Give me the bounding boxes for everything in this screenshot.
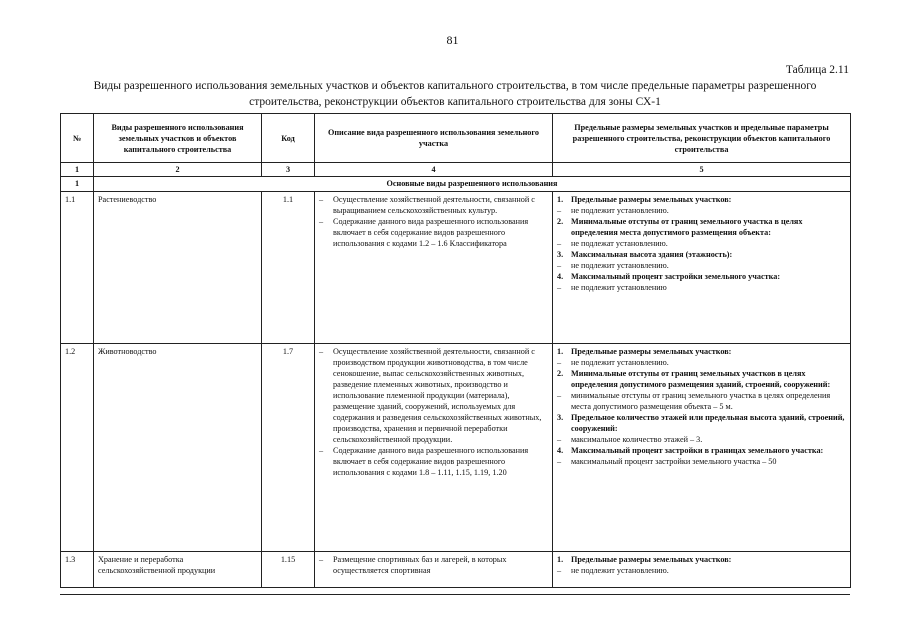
parameter-title: Предельное количество этажей или предельная высота зданий, строений, сооружений:	[571, 413, 845, 433]
parameter-value: – максимальный процент застройки земельного участка – 50	[557, 456, 846, 467]
parameter-heading	[557, 346, 846, 357]
row-description	[315, 192, 553, 344]
parameter-number: 1.	[557, 347, 564, 356]
parameter-heading	[557, 368, 846, 390]
parameter-heading	[557, 194, 846, 205]
row-description	[315, 344, 553, 552]
col-number: 3	[262, 163, 315, 177]
description-list	[319, 554, 548, 576]
parameter-title: Предельные размеры земельных участков:	[571, 555, 732, 564]
row-code: 1.7	[262, 344, 315, 552]
description-item: – Содержание данного вида разрешенного использования включает в себя содержание видов разрешенного использования с кодами 1.8 – 1.11, 1.15, 1.19, 1.20	[319, 445, 548, 478]
section-number: 1	[61, 177, 94, 192]
row-parameters	[553, 552, 851, 588]
row-description	[315, 552, 553, 588]
parameter-number: 4.	[557, 446, 564, 455]
parameter-title: Предельные размеры земельных участков:	[571, 347, 732, 356]
header-kinds: Виды разрешенного использования земельных участков и объектов капитального строительства	[94, 114, 262, 163]
row-kind-name: Растениеводство	[94, 192, 262, 344]
parameter-title: Максимальный процент застройки в границах земельного участка:	[571, 446, 824, 455]
row-code: 1.1	[262, 192, 315, 344]
parameter-heading	[557, 445, 846, 456]
description-list	[319, 346, 548, 478]
parameter-value: – не подлежит установлению.	[557, 565, 846, 576]
table-title: Виды разрешенного использования земельных участков и объектов капитального строительства, в том числе предельные параметры разрешенного строительства, реконструкции объектов капитального строительства для зоны СХ-1	[93, 80, 817, 108]
row-number: 1.2	[61, 344, 94, 552]
zoning-table	[60, 113, 851, 588]
page-bottom-rule	[60, 594, 850, 595]
parameter-title: Минимальные отступы от границ земельных участков в целях определения допустимого размещения зданий, строений, сооружений:	[571, 369, 831, 389]
page-number: 81	[446, 33, 459, 47]
section-title: Основные виды разрешенного использования	[94, 177, 851, 192]
header-num: №	[61, 114, 94, 163]
col-number: 1	[61, 163, 94, 177]
parameter-heading	[557, 271, 846, 282]
parameter-number: 1.	[557, 195, 564, 204]
header-desc: Описание вида разрешенного использования земельного участка	[315, 114, 553, 163]
parameter-heading	[557, 216, 846, 238]
header-params: Предельные размеры земельных участков и предельные параметры разрешенного строительства, реконструкции объектов капитального строительства	[553, 114, 851, 163]
header-row	[61, 114, 851, 163]
parameter-value: – не подлежит установлению.	[557, 260, 846, 271]
section-row	[61, 177, 851, 192]
row-code: 1.15	[262, 552, 315, 588]
parameter-title: Максимальная высота здания (этажность):	[571, 250, 733, 259]
parameter-number: 3.	[557, 250, 564, 259]
row-number: 1.1	[61, 192, 94, 344]
column-number-row	[61, 163, 851, 177]
row-number: 1.3	[61, 552, 94, 588]
parameter-number: 2.	[557, 369, 564, 378]
header-code: Код	[262, 114, 315, 163]
row-kind-name: Животноводство	[94, 344, 262, 552]
table-label: Таблица 2.11	[785, 64, 849, 76]
parameter-heading	[557, 412, 846, 434]
parameter-value: – не подлежит установлению.	[557, 357, 846, 368]
parameter-title: Максимальный процент застройки земельного участка:	[571, 272, 781, 281]
parameter-value: – минимальные отступы от границ земельного участка в целях определения места допустимого размещения объекта – 5 м.	[557, 390, 846, 412]
description-list	[319, 194, 548, 249]
row-parameters	[553, 344, 851, 552]
row-kind-name: Хранение и переработка сельскохозяйственной продукции	[94, 552, 262, 588]
table-row	[61, 552, 851, 588]
row-parameters	[553, 192, 851, 344]
parameter-title: Предельные размеры земельных участков:	[571, 195, 732, 204]
description-item: – Размещение спортивных баз и лагерей, в которых осуществляется спортивная	[319, 554, 548, 576]
parameter-value: – не подлежит установлению.	[557, 205, 846, 216]
parameter-number: 1.	[557, 555, 564, 564]
parameter-value: – не подлежит установлению	[557, 282, 846, 293]
parameter-heading	[557, 249, 846, 260]
parameter-title: Минимальные отступы от границ земельного участка в целях определения места допустимого размещения объекта:	[571, 217, 803, 237]
parameter-number: 3.	[557, 413, 564, 422]
table-row	[61, 344, 851, 552]
parameter-value: – не подлежат установлению.	[557, 238, 846, 249]
table-row	[61, 192, 851, 344]
col-number: 2	[94, 163, 262, 177]
description-item: – Осуществление хозяйственной деятельности, связанной с производством продукции животноводства, в том числе сенокошение, выпас сельскохозяйственных животных, разведение племенных животных, производство и использование племенной продукции (материала), размещение зданий, сооружений, используемых для содержания и разведения сельскохозяйственных животных, производства, хранения и первичной переработки сельскохозяйственной продукции.	[319, 346, 548, 445]
parameter-number: 4.	[557, 272, 564, 281]
description-item: – Содержание данного вида разрешенного использования включает в себя содержание видов разрешенного использования с кодами 1.2 – 1.6 Классификатора	[319, 216, 548, 249]
description-item: – Осуществление хозяйственной деятельности, связанной с выращиванием сельскохозяйственных культур.	[319, 194, 548, 216]
col-number: 5	[553, 163, 851, 177]
parameter-heading	[557, 554, 846, 565]
parameter-number: 2.	[557, 217, 564, 226]
col-number: 4	[315, 163, 553, 177]
parameter-value: – максимальное количество этажей – 3.	[557, 434, 846, 445]
